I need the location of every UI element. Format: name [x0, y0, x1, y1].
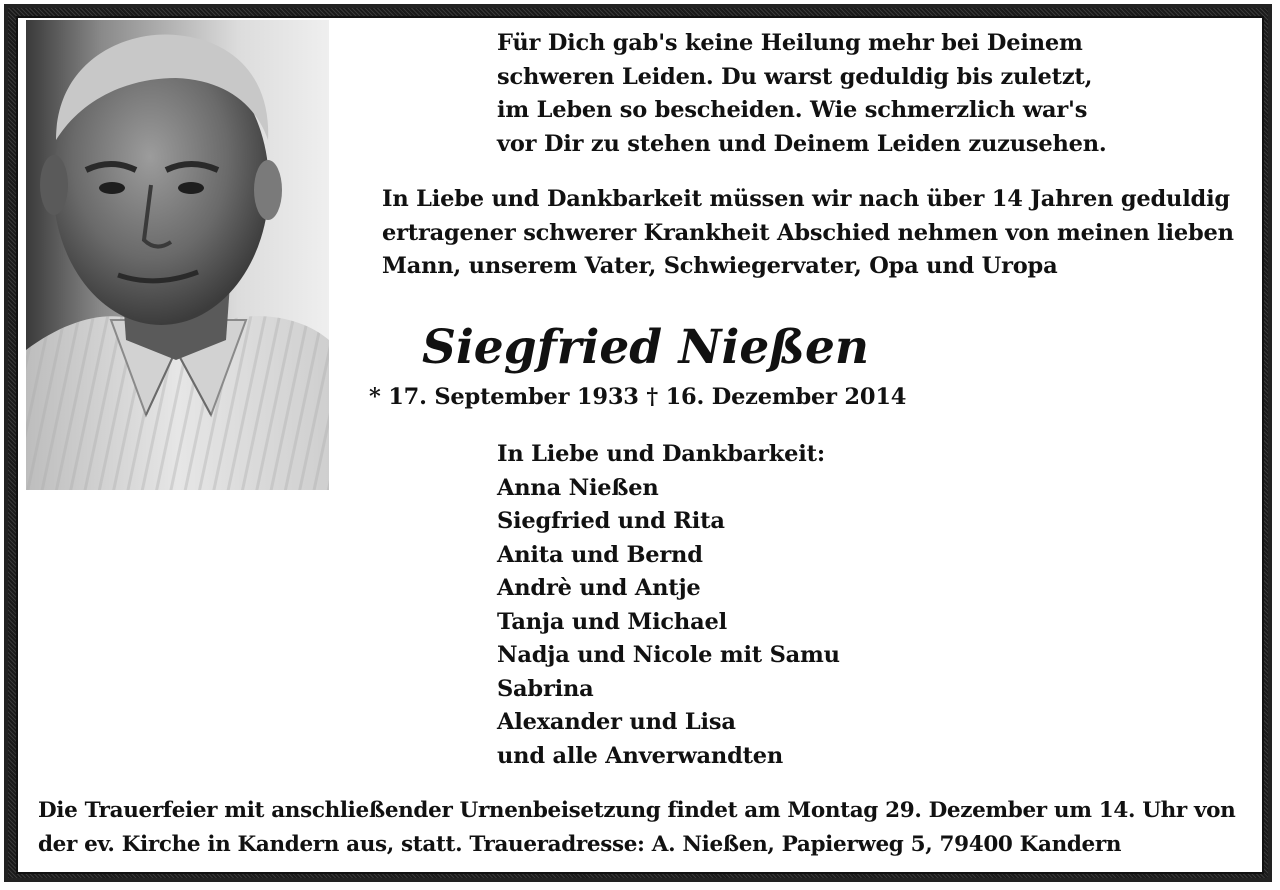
mourner-name: Anita und Bernd: [497, 541, 703, 568]
funeral-notice-line: Die Trauerfeier mit anschließender Urnenbeisetzung findet am Montag 29. Dezember um 14. Uhr von: [38, 798, 1236, 823]
intro-line: ertragener schwerer Krankheit Abschied nehmen von meinen lieben: [382, 219, 1234, 246]
mourner-name: Sabrina: [497, 675, 594, 702]
mourner-name: Alexander und Lisa: [497, 709, 736, 735]
intro-block: [382, 183, 1234, 284]
intro-line: In Liebe und Dankbarkeit müssen wir nach über 14 Jahren geduldig: [382, 186, 1230, 212]
poem-line: vor Dir zu stehen und Deinem Leiden zuzusehen.: [497, 130, 1107, 157]
deceased-name: Siegfried Nießen: [422, 320, 870, 375]
mourner-name: und alle Anverwandten: [497, 742, 784, 769]
life-dates: * 17. September 1933 † 16. Dezember 2014: [369, 384, 907, 410]
mourner-name: Tanja und Michael: [497, 608, 727, 635]
poem-line: Für Dich gab's keine Heilung mehr bei Deinem: [497, 30, 1083, 56]
mourners-heading: In Liebe und Dankbarkeit:: [497, 441, 825, 467]
mourners-block: [497, 438, 840, 773]
portrait-photo: [26, 20, 329, 490]
mourner-name: Siegfried und Rita: [497, 508, 725, 534]
poem-block: [497, 27, 1107, 161]
poem-line: im Leben so bescheiden. Wie schmerzlich war's: [497, 97, 1088, 123]
poem-line: schweren Leiden. Du warst geduldig bis zuletzt,: [497, 63, 1093, 90]
mourner-name: Nadja und Nicole mit Samu: [497, 642, 840, 668]
mourner-name: Anna Nießen: [497, 474, 659, 501]
intro-line: Mann, unserem Vater, Schwiegervater, Opa und Uropa: [382, 253, 1058, 279]
funeral-notice: [38, 794, 1235, 861]
mourner-name: Andrè und Antje: [497, 575, 701, 601]
funeral-notice-line: der ev. Kirche in Kandern aus, statt. Traueradresse: A. Nießen, Papierweg 5, 79400 Kandern: [38, 831, 1122, 857]
